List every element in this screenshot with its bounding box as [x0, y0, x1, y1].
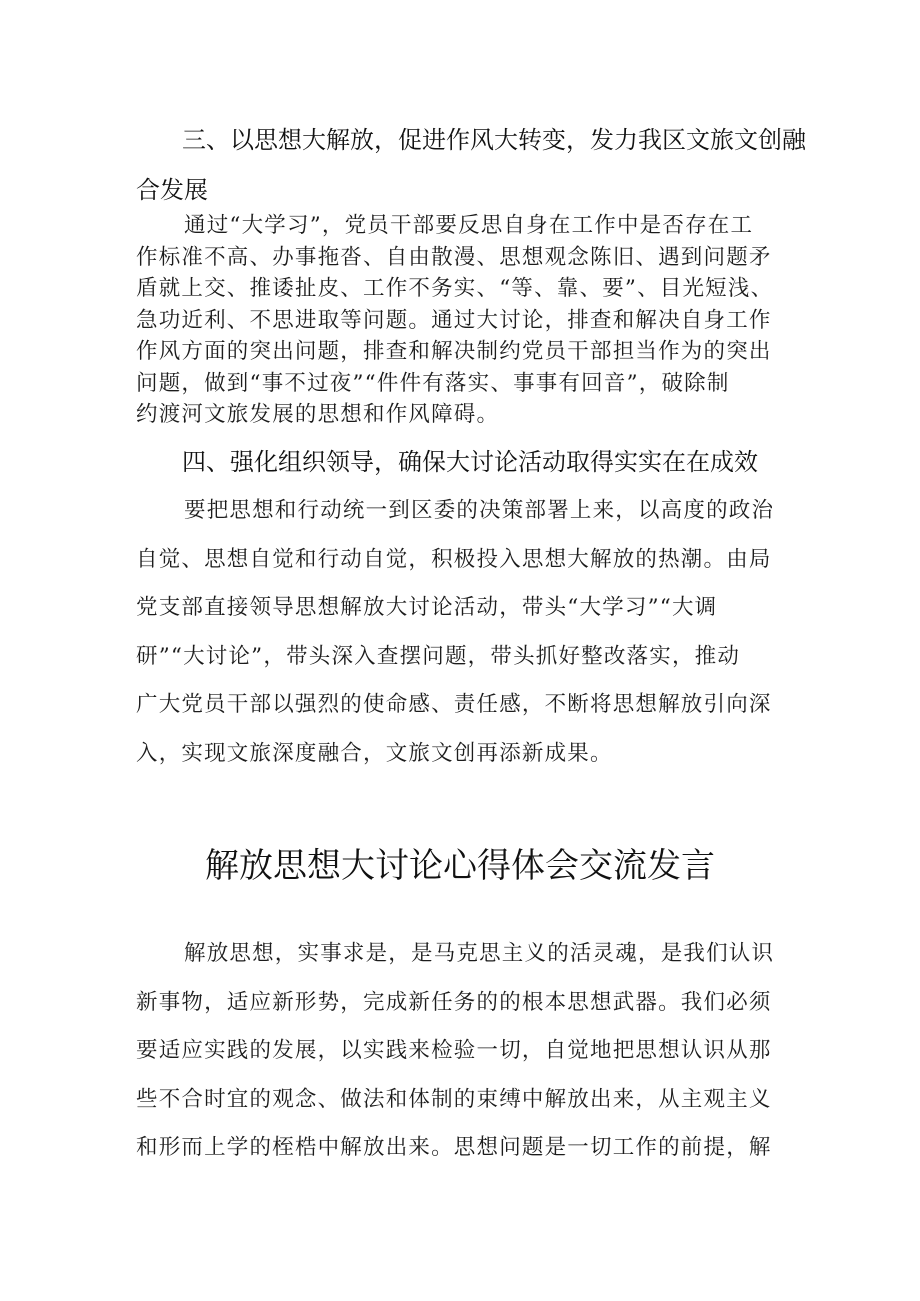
- text-line: 解放思想，实事求是，是马克思主义的活灵魂，是我们认识: [184, 941, 775, 966]
- text-line: 要把思想和行动统一到区委的决策部署上来，以高度的政治: [184, 498, 775, 523]
- text-line: 党支部直接领导思想解放大讨论活动，带头“大学习”“大调: [136, 595, 718, 620]
- text-line: 研”“大讨论”，带头深入查摆问题，带头抓好整改落实，推动: [136, 643, 741, 669]
- section-3-paragraph: [136, 210, 796, 431]
- section-4-heading: [136, 442, 796, 482]
- text-line: 通过“大学习”，党员干部要反思自身在工作中是否存在工: [184, 213, 754, 238]
- text-line: 作风方面的突出问题，排查和解决制约党员干部担当作为的突出: [136, 339, 772, 364]
- text-line: 新事物，适应新形势，完成新任务的的根本思想武器。我们必须: [136, 989, 772, 1015]
- article-title: 解放思想大讨论心得体会交流发言: [205, 846, 715, 886]
- text-line: 约渡河文旅发展的思想和作风障碍。: [136, 402, 500, 427]
- heading-line: 四、强化组织领导，确保大讨论活动取得实实在在成效: [182, 448, 758, 476]
- section-4-paragraph: [136, 487, 796, 778]
- article-paragraph: [136, 930, 796, 1173]
- text-line: 要适应实践的发展，以实践来检验一切，自觉地把思想认识从那: [136, 1038, 772, 1063]
- heading-line: 合发展: [136, 176, 208, 204]
- text-line: 些不合时宜的观念、做法和体制的束缚中解放出来，从主观主义: [136, 1086, 772, 1112]
- text-line: 广大党员干部以强烈的使命感、责任感，不断将思想解放引向深: [136, 692, 772, 717]
- section-3-heading: [136, 115, 806, 215]
- text-line: 作标准不高、办事拖沓、自由散漫、思想观念陈旧、遇到问题矛: [136, 244, 772, 270]
- text-line: 入，实现文旅深度融合，文旅文创再添新成果。: [136, 740, 613, 766]
- text-line: 急功近利、不思进取等问题。通过大讨论，排查和解决自身工作: [136, 307, 772, 333]
- heading-line: 三、以思想大解放，促进作风大转变，发力我区文旅文创融: [182, 126, 806, 154]
- text-line: 盾就上交、推诿扯皮、工作不务实、“等、靠、要”、目光短浅、: [136, 276, 774, 301]
- text-line: 自觉、思想自觉和行动自觉，积极投入思想大解放的热潮。由局: [136, 546, 772, 572]
- text-line: 和形而上学的桎梏中解放出来。思想问题是一切工作的前提，解: [136, 1135, 772, 1160]
- text-line: 问题，做到“事不过夜”“件件有落实、事事有回音”，破除制: [136, 370, 730, 396]
